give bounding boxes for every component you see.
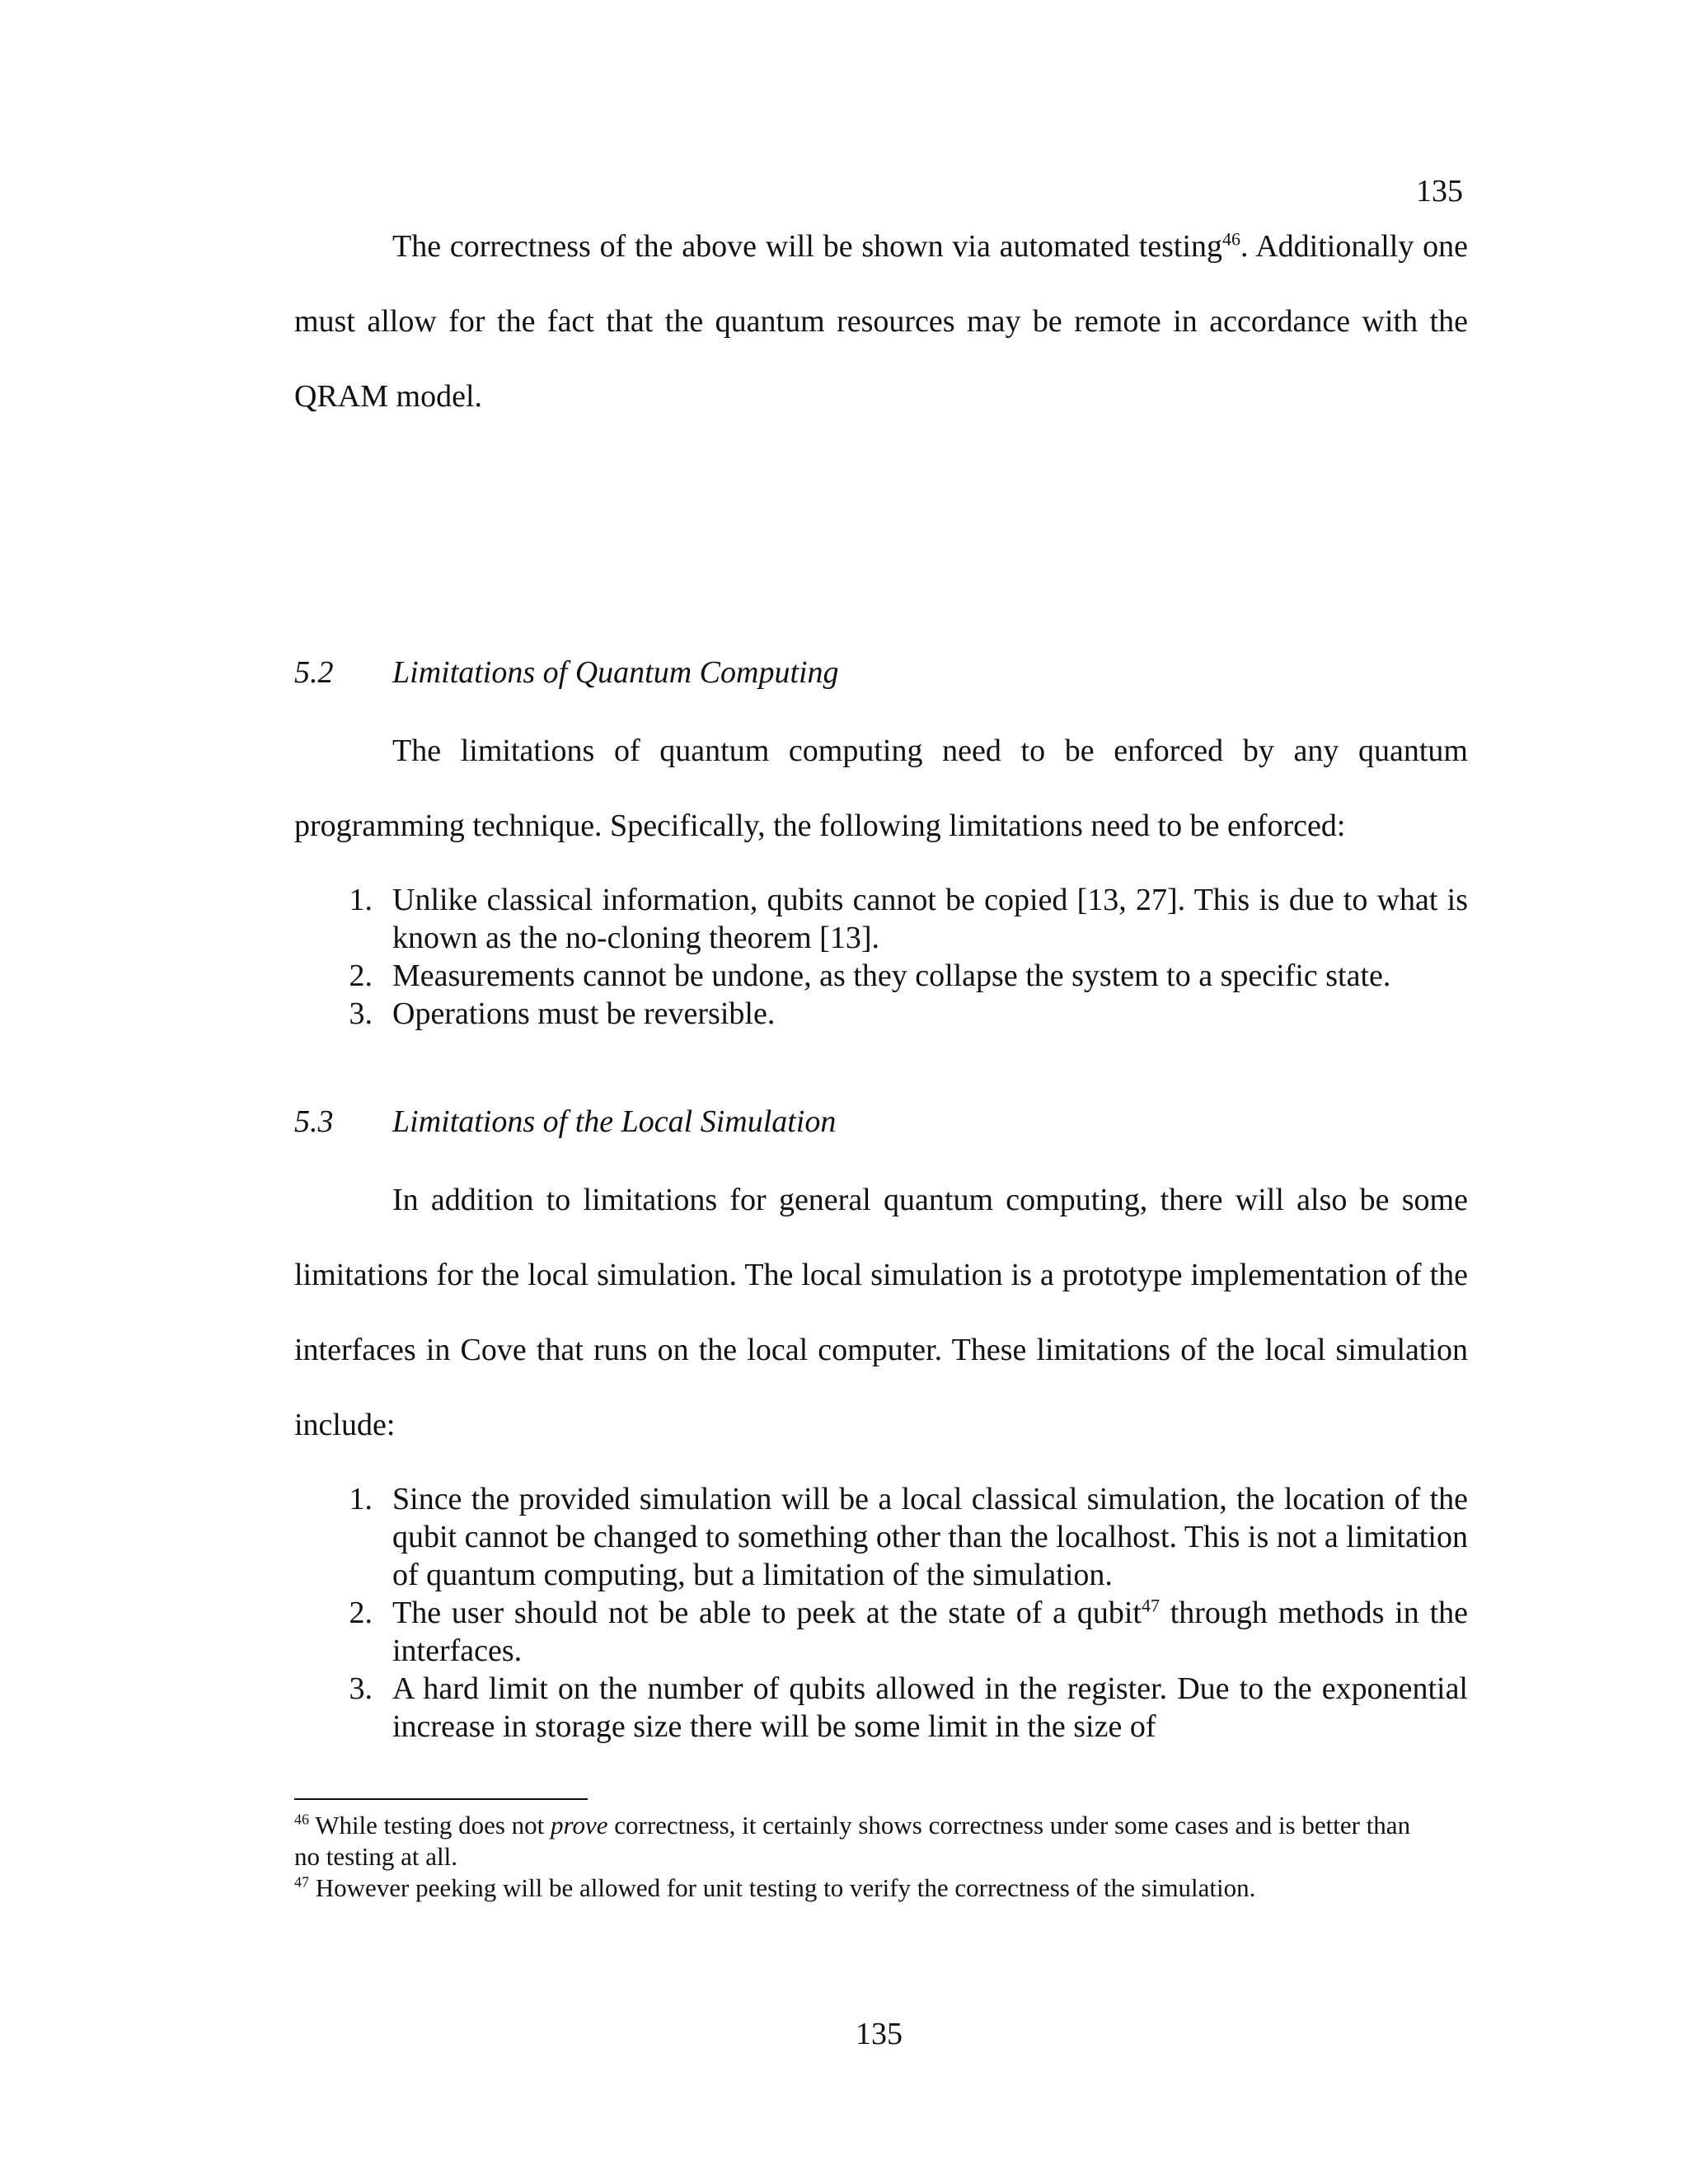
section-number: 5.2	[294, 655, 334, 690]
list-item	[294, 1480, 1468, 1594]
intro-paragraph	[294, 209, 1468, 434]
list-item-text: Operations must be reversible.	[392, 996, 776, 1031]
list-item	[294, 881, 1468, 957]
footnote-46	[294, 1810, 1432, 1872]
section-heading-5-2	[294, 654, 839, 691]
footnotes	[294, 1810, 1432, 1904]
list-item	[294, 995, 1468, 1033]
list-item-text: A hard limit on the number of qubits allowed in the register. Due to the exponential increase in storage size there will be some limit in the size of	[392, 1671, 1468, 1744]
section-title: Limitations of the Local Simulation	[392, 1104, 837, 1139]
page-number-bottom: 135	[856, 2017, 903, 2051]
list-item	[294, 957, 1468, 995]
footnote-47	[294, 1872, 1432, 1904]
page-number-top: 135	[1416, 174, 1463, 209]
footnote-text-start: While testing does not	[309, 1811, 551, 1840]
footnote-ref-47: 47	[1141, 1595, 1160, 1616]
list-item-text-end: through methods in the interfaces.	[392, 1596, 1468, 1668]
list-item-text	[392, 1594, 1468, 1670]
list-item-text: Measurements cannot be undone, as they collapse the system to a specific state.	[392, 958, 1391, 993]
intro-text-start: The correctness of the above will be shown via automated testing	[392, 229, 1223, 264]
section-heading-5-3	[294, 1104, 836, 1140]
section-number: 5.3	[294, 1104, 334, 1139]
list-item-text: Unlike classical information, qubits cannot be copied [13, 27]. This is due to what is known as the no-cloning theorem [13].	[392, 883, 1468, 955]
section-5-2-paragraph	[294, 714, 1468, 864]
limitations-list-5-3	[294, 1480, 1468, 1746]
paragraph-text: The limitations of quantum computing need to be enforced by any quantum programming technique. Specifically, the following limitations need to be enforced:	[294, 733, 1468, 843]
footnote-separator	[294, 1798, 588, 1800]
intro-text-end: . Additionally one must allow for the fact that the quantum resources may be remote in accordance with the QRAM model.	[294, 229, 1468, 414]
list-item-number: 2.	[349, 958, 373, 993]
list-item	[294, 1594, 1468, 1670]
footnote-text-end: correctness, it certainly shows correctness under some cases and is better than no testing at all.	[294, 1811, 1411, 1871]
list-item-text: Since the provided simulation will be a local classical simulation, the location of the qubit cannot be changed to something other than the localhost. This is not a limitation of quantum computing, but a limitation of the simulation.	[392, 1482, 1468, 1592]
footnote-emphasis: prove	[551, 1811, 608, 1840]
list-item-number: 2.	[349, 1596, 373, 1630]
limitations-list-5-2	[294, 881, 1468, 1033]
paragraph-text: In addition to limitations for general quantum computing, there will also be some limitations for the local simulation. The local simulation is a prototype implementation of the interfaces in Cove that runs on the local computer. These limitations of the local simulation include:	[294, 1183, 1468, 1442]
section-5-3-paragraph	[294, 1163, 1468, 1463]
footnote-ref-46: 46	[1222, 228, 1241, 250]
footnote-number: 46	[294, 1811, 309, 1828]
list-item-number: 3.	[349, 1671, 373, 1706]
footnote-number: 47	[294, 1873, 309, 1891]
list-item-number: 3.	[349, 996, 373, 1031]
footnote-text: However peeking will be allowed for unit testing to verify the correctness of the simulation.	[309, 1873, 1256, 1902]
list-item	[294, 1670, 1468, 1746]
list-item-number: 1.	[349, 1482, 373, 1516]
list-item-text-start: The user should not be able to peek at the state of a qubit	[392, 1596, 1142, 1630]
section-title: Limitations of Quantum Computing	[392, 655, 839, 690]
list-item-number: 1.	[349, 883, 373, 917]
